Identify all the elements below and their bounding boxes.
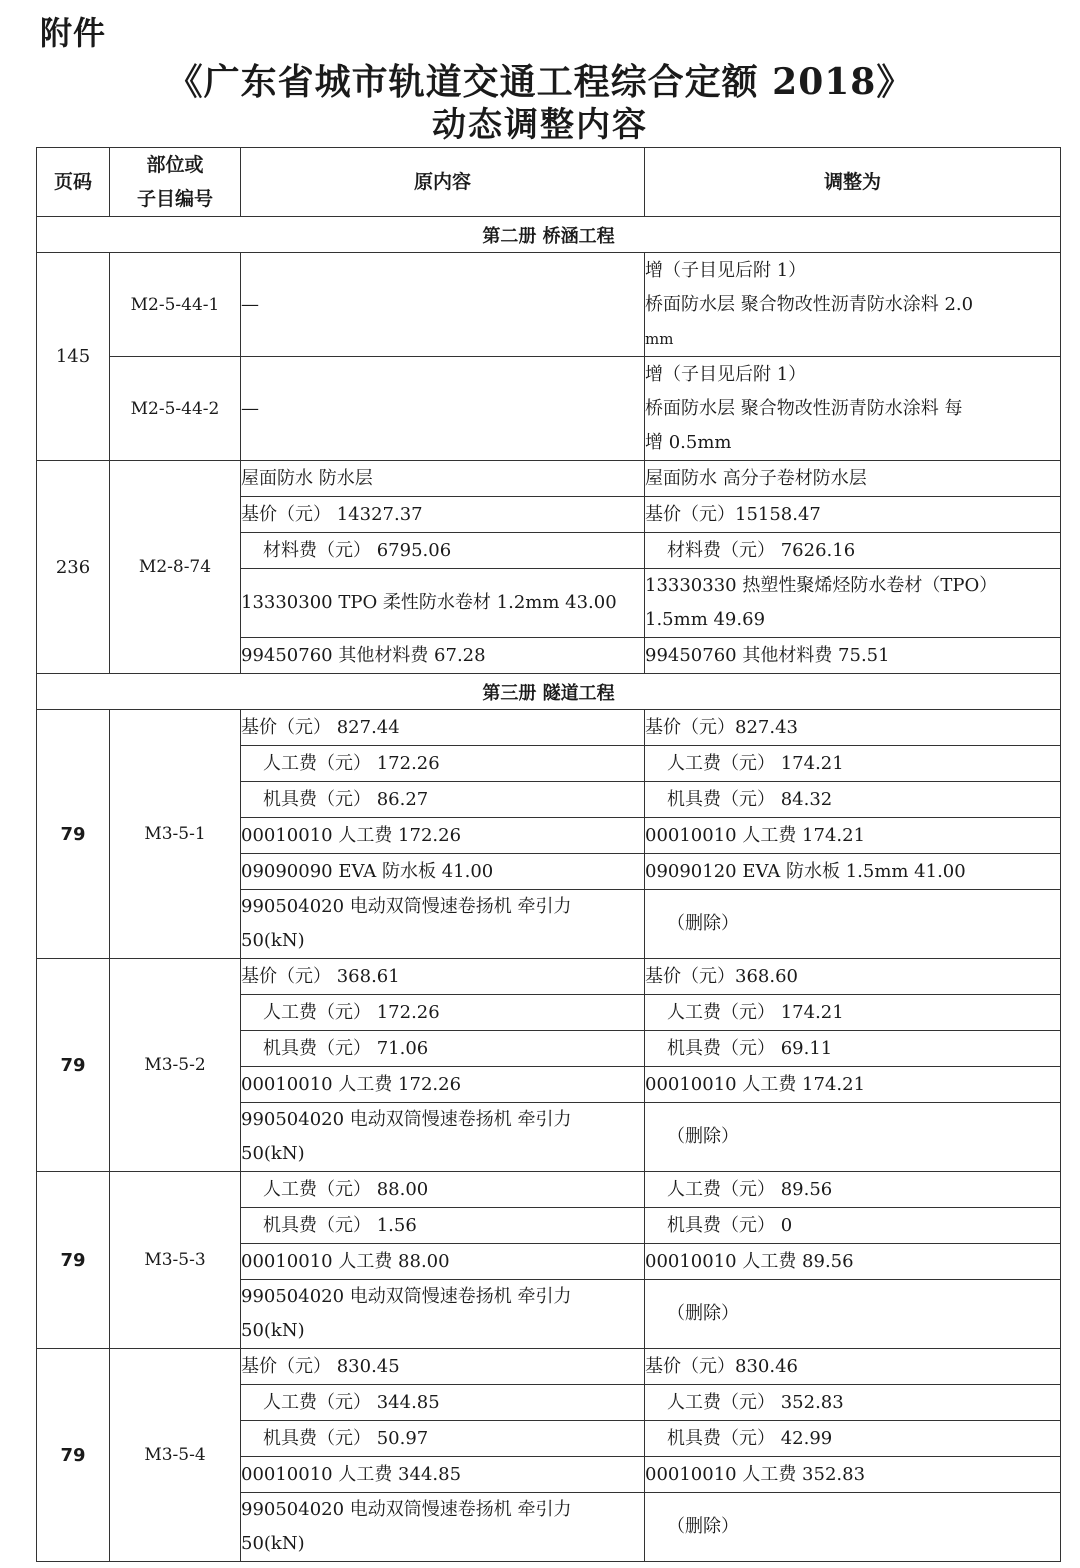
adjusted-cell: 基价（元）827.43 xyxy=(645,710,1061,746)
item-code-cell: M3-5-3 xyxy=(110,1172,241,1349)
original-cell: 屋面防水 防水层 xyxy=(241,461,645,497)
section-row xyxy=(37,674,1061,710)
adjusted-cell: 材料费（元） 7626.16 xyxy=(645,533,1061,569)
attachment-label: 附件 xyxy=(40,14,107,52)
item-code-cell: M2-5-44-2 xyxy=(110,357,241,461)
adjusted-line: 增（子目见后附 1） xyxy=(645,363,807,385)
original-cell: 人工费（元） 172.26 xyxy=(241,995,645,1031)
col-header-page: 页码 xyxy=(37,148,110,217)
adjusted-cell: 人工费（元） 352.83 xyxy=(645,1385,1061,1421)
adjusted-cell: 基价（元）15158.47 xyxy=(645,497,1061,533)
page-number-cell: 145 xyxy=(37,253,110,461)
page-number-cell: 79 xyxy=(37,1172,110,1349)
original-line: 50(kN) xyxy=(241,1143,305,1164)
adjusted-cell: 机具费（元） 84.32 xyxy=(645,782,1061,818)
original-cell: — xyxy=(241,253,645,357)
adjusted-line: 增（子目见后附 1） xyxy=(645,259,807,281)
item-code-cell: M2-5-44-1 xyxy=(110,253,241,357)
original-line: 50(kN) xyxy=(241,1533,305,1554)
original-cell: — xyxy=(241,357,645,461)
original-cell: 09090090 EVA 防水板 41.00 xyxy=(241,854,645,890)
adjusted-cell: 99450760 其他材料费 75.51 xyxy=(645,638,1061,674)
section-title-2: 第二册 桥涵工程 xyxy=(37,217,1061,253)
section-row xyxy=(37,217,1061,253)
page-number-cell: 79 xyxy=(37,959,110,1172)
adjusted-cell xyxy=(645,253,1061,357)
adjusted-line: 1.5mm 49.69 xyxy=(645,609,766,630)
adjusted-cell: 机具费（元） 0 xyxy=(645,1208,1061,1244)
adjustment-table xyxy=(36,147,1061,1562)
col-header-item-line1: 部位或 xyxy=(146,154,204,176)
document-title: 《广东省城市轨道交通工程综合定额 2018》 xyxy=(166,61,914,103)
adjusted-line: mm xyxy=(645,329,674,348)
original-cell: 机具费（元） 1.56 xyxy=(241,1208,645,1244)
table-row xyxy=(37,1172,1061,1208)
original-cell: 13330300 TPO 柔性防水卷材 1.2mm 43.00 xyxy=(241,569,645,638)
original-cell xyxy=(241,1493,645,1562)
adjusted-cell: 00010010 人工费 174.21 xyxy=(645,1067,1061,1103)
original-line: 990504020 电动双筒慢速卷扬机 牵引力 xyxy=(241,1286,572,1307)
adjusted-line: 桥面防水层 聚合物改性沥青防水涂料 每 xyxy=(645,397,963,419)
adjusted-cell: 机具费（元） 42.99 xyxy=(645,1421,1061,1457)
adjusted-cell: （删除） xyxy=(645,1280,1061,1349)
adjusted-cell: 基价（元）830.46 xyxy=(645,1349,1061,1385)
original-cell: 材料费（元） 6795.06 xyxy=(241,533,645,569)
table-row xyxy=(37,1349,1061,1385)
table-row xyxy=(37,959,1061,995)
adjusted-cell: （删除） xyxy=(645,890,1061,959)
original-cell: 机具费（元） 71.06 xyxy=(241,1031,645,1067)
table-row xyxy=(37,461,1061,497)
original-line: 990504020 电动双筒慢速卷扬机 牵引力 xyxy=(241,1109,572,1130)
adjusted-line: 桥面防水层 聚合物改性沥青防水涂料 2.0 xyxy=(645,293,974,315)
adjusted-cell: 人工费（元） 174.21 xyxy=(645,995,1061,1031)
original-cell: 00010010 人工费 172.26 xyxy=(241,818,645,854)
adjusted-cell: 09090120 EVA 防水板 1.5mm 41.00 xyxy=(645,854,1061,890)
original-cell: 00010010 人工费 88.00 xyxy=(241,1244,645,1280)
original-line: 990504020 电动双筒慢速卷扬机 牵引力 xyxy=(241,896,572,917)
adjusted-cell: 人工费（元） 174.21 xyxy=(645,746,1061,782)
adjusted-cell: （删除） xyxy=(645,1493,1061,1562)
item-code-cell: M3-5-2 xyxy=(110,959,241,1172)
item-code-cell: M2-8-74 xyxy=(110,461,241,674)
col-header-adjusted: 调整为 xyxy=(645,148,1061,217)
page-number-cell: 79 xyxy=(37,710,110,959)
page-number-cell: 236 xyxy=(37,461,110,674)
adjusted-line: 增 0.5mm xyxy=(645,431,732,453)
page-number-cell: 79 xyxy=(37,1349,110,1562)
original-cell: 人工费（元） 172.26 xyxy=(241,746,645,782)
adjusted-cell: 基价（元）368.60 xyxy=(645,959,1061,995)
adjusted-cell: 机具费（元） 69.11 xyxy=(645,1031,1061,1067)
original-cell: 机具费（元） 50.97 xyxy=(241,1421,645,1457)
adjusted-line: 13330330 热塑性聚烯烃防水卷材（TPO） xyxy=(645,575,998,596)
original-cell xyxy=(241,1280,645,1349)
table-row xyxy=(37,710,1061,746)
original-cell: 基价（元） 368.61 xyxy=(241,959,645,995)
col-header-item xyxy=(110,148,241,217)
original-cell: 基价（元） 827.44 xyxy=(241,710,645,746)
original-cell: 机具费（元） 86.27 xyxy=(241,782,645,818)
original-cell: 99450760 其他材料费 67.28 xyxy=(241,638,645,674)
table-header-row xyxy=(37,148,1061,217)
original-cell xyxy=(241,890,645,959)
original-cell: 00010010 人工费 344.85 xyxy=(241,1457,645,1493)
original-cell: 人工费（元） 344.85 xyxy=(241,1385,645,1421)
original-cell: 人工费（元） 88.00 xyxy=(241,1172,645,1208)
adjusted-cell: 人工费（元） 89.56 xyxy=(645,1172,1061,1208)
adjusted-cell: 00010010 人工费 352.83 xyxy=(645,1457,1061,1493)
adjusted-cell: 00010010 人工费 174.21 xyxy=(645,818,1061,854)
original-cell: 基价（元） 830.45 xyxy=(241,1349,645,1385)
original-cell: 00010010 人工费 172.26 xyxy=(241,1067,645,1103)
adjusted-cell: 屋面防水 高分子卷材防水层 xyxy=(645,461,1061,497)
item-code-cell: M3-5-1 xyxy=(110,710,241,959)
original-line: 50(kN) xyxy=(241,930,305,951)
col-header-original: 原内容 xyxy=(241,148,645,217)
document-subtitle: 动态调整内容 xyxy=(432,105,648,145)
original-line: 990504020 电动双筒慢速卷扬机 牵引力 xyxy=(241,1499,572,1520)
adjusted-cell: 00010010 人工费 89.56 xyxy=(645,1244,1061,1280)
adjusted-cell: （删除） xyxy=(645,1103,1061,1172)
col-header-item-line2: 子目编号 xyxy=(136,188,213,210)
original-cell xyxy=(241,1103,645,1172)
adjusted-cell xyxy=(645,569,1061,638)
table-row xyxy=(37,253,1061,357)
item-code-cell: M3-5-4 xyxy=(110,1349,241,1562)
original-cell: 基价（元） 14327.37 xyxy=(241,497,645,533)
section-title-3: 第三册 隧道工程 xyxy=(37,674,1061,710)
original-line: 50(kN) xyxy=(241,1320,305,1341)
table-row xyxy=(37,357,1061,461)
adjusted-cell xyxy=(645,357,1061,461)
